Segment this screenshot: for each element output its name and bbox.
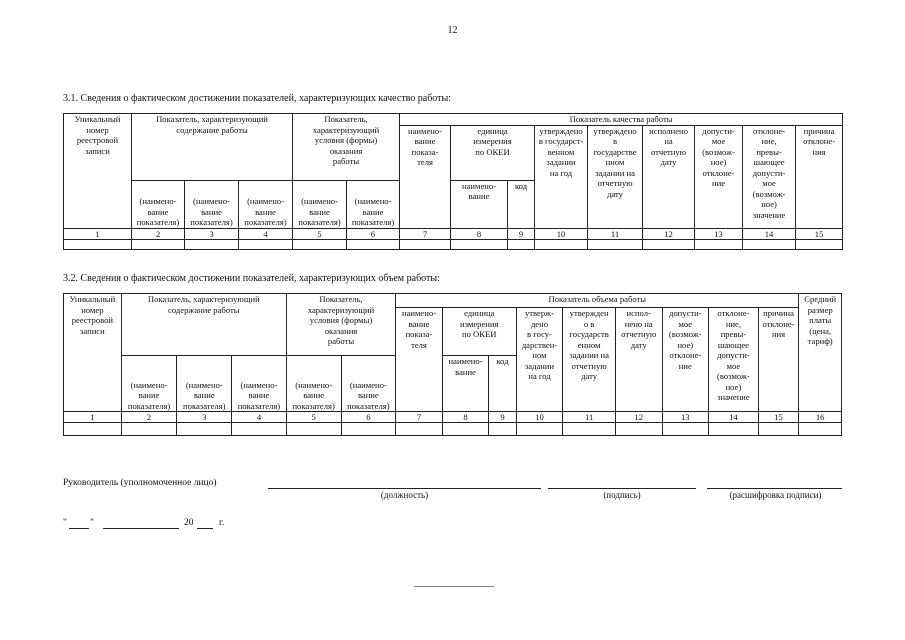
column-number: 14 xyxy=(743,228,796,239)
column-number: 13 xyxy=(662,412,709,423)
page-number: 12 xyxy=(447,25,458,36)
sub-indicator-name: (наимено- вание показателя) xyxy=(341,356,396,412)
table-row xyxy=(64,423,842,436)
column-number: 11 xyxy=(563,412,616,423)
header-done: исполнено на отчетную дату xyxy=(643,125,695,228)
table-row xyxy=(64,239,843,249)
header-average-price: Средний размер платы (цена, тариф) xyxy=(799,294,842,412)
sub-indicator-name: (наимено- вание показателя) xyxy=(132,180,185,228)
column-number: 7 xyxy=(396,412,443,423)
column-number: 5 xyxy=(286,412,341,423)
column-number: 12 xyxy=(615,412,662,423)
column-number: 16 xyxy=(799,412,842,423)
header-exceed-deviation: отклоне- ние, превы- шающее допусти- мое (возмож- ное) значение xyxy=(743,125,796,228)
column-number: 4 xyxy=(239,228,293,239)
header-unit-code: код xyxy=(508,180,535,228)
decode-caption: (расшифровка подписи) xyxy=(729,490,822,500)
column-number: 6 xyxy=(341,412,396,423)
header-deviation-reason: причина отклоне- ния xyxy=(758,308,799,412)
header-approved-year: утверж- дено в госу- дарствен- ном задании на год xyxy=(516,308,563,412)
column-number: 1 xyxy=(64,412,122,423)
header-approved-year: утверждено в государст- венном задании на год xyxy=(535,125,588,228)
sub-indicator-name: (наимено- вание показателя) xyxy=(239,180,293,228)
column-number: 6 xyxy=(347,228,400,239)
header-unique-number: Уникальный номер реестровой записи xyxy=(64,114,132,229)
sub-indicator-name: (наимено- вание показателя) xyxy=(177,356,232,412)
date-quote-close: " xyxy=(90,518,94,528)
date-quote-open: " xyxy=(63,518,67,528)
volume-table xyxy=(63,293,842,436)
header-deviation-reason: причина отклоне- ния xyxy=(796,125,843,228)
sub-indicator-name: (наимено- вание показателя) xyxy=(185,180,239,228)
column-number: 10 xyxy=(535,228,588,239)
column-number: 2 xyxy=(132,228,185,239)
sub-indicator-name: (наимено- вание показателя) xyxy=(347,180,400,228)
header-unit-code: код xyxy=(489,356,516,412)
column-number: 11 xyxy=(588,228,643,239)
column-number: 2 xyxy=(121,412,177,423)
column-number: 8 xyxy=(442,412,489,423)
signature-caption: (подпись) xyxy=(603,490,641,500)
column-number: 1 xyxy=(64,228,132,239)
sub-indicator-name: (наимено- вание показателя) xyxy=(286,356,341,412)
signature-line[interactable] xyxy=(548,488,696,489)
head-signature-label: Руководитель (уполномоченное лицо) xyxy=(63,478,217,488)
column-number: 15 xyxy=(796,228,843,239)
column-number: 13 xyxy=(695,228,743,239)
footnote-divider xyxy=(414,586,494,587)
header-content-indicator: Показатель, характеризующий содержание работы xyxy=(132,114,293,181)
column-number: 9 xyxy=(489,412,516,423)
header-volume-indicator: Показатель объема работы xyxy=(396,294,799,308)
section-2-title: 3.2. Сведения о фактическом достижении показателей, характеризующих объем работы: xyxy=(63,273,440,284)
column-number: 10 xyxy=(516,412,563,423)
column-number: 9 xyxy=(508,228,535,239)
sub-indicator-name: (наимено- вание показателя) xyxy=(232,356,287,412)
sub-indicator-name: (наимено- вание показателя) xyxy=(293,180,347,228)
date-month-line[interactable] xyxy=(103,528,179,529)
column-number: 5 xyxy=(293,228,347,239)
date-year-suffix: г. xyxy=(219,518,225,528)
header-indicator-name: наимено- вание показа- теля xyxy=(400,125,451,228)
column-number: 12 xyxy=(643,228,695,239)
header-unit: единица измерения по ОКЕИ xyxy=(451,125,535,180)
decode-line[interactable] xyxy=(707,488,842,489)
column-number: 3 xyxy=(177,412,232,423)
header-exceed-deviation: отклоне- ние, превы- шающее допусти- мое (возмож- ное) значение xyxy=(709,308,759,412)
date-year-line[interactable] xyxy=(197,528,213,529)
date-year-prefix: 20 xyxy=(184,518,194,528)
quality-table xyxy=(63,113,843,250)
column-number: 15 xyxy=(758,412,799,423)
header-indicator-name: наимено- вание показа- теля xyxy=(396,308,443,412)
header-quality-indicator: Показатель качества работы xyxy=(400,114,843,126)
header-unique-number: Уникальный номер реестровой записи xyxy=(64,294,122,412)
header-content-indicator: Показатель, характеризующий содержание работы xyxy=(121,294,286,356)
header-done: испол- нено на отчетную дату xyxy=(615,308,662,412)
header-conditions-indicator: Показатель, характеризующий условия (формы) оказания работы xyxy=(293,114,400,181)
header-approved-date: утверждено в государстве нном задании на отчетную дату xyxy=(588,125,643,228)
position-line[interactable] xyxy=(268,488,541,489)
header-unit-name: наимено- вание xyxy=(451,180,508,228)
column-number: 14 xyxy=(709,412,759,423)
header-allowed-deviation: допусти- мое (возмож- ное) отклоне- ние xyxy=(695,125,743,228)
position-caption: (должность) xyxy=(380,490,429,500)
header-unit-name: наимено- вание xyxy=(442,356,489,412)
column-number: 4 xyxy=(232,412,287,423)
column-number: 7 xyxy=(400,228,451,239)
column-number: 3 xyxy=(185,228,239,239)
sub-indicator-name: (наимено- вание показателя) xyxy=(121,356,177,412)
date-day-line[interactable] xyxy=(69,528,89,529)
header-conditions-indicator: Показатель, характеризующий условия (формы) оказания работы xyxy=(286,294,395,356)
section-1-title: 3.1. Сведения о фактическом достижении показателей, характеризующих качество работы: xyxy=(63,93,452,104)
column-number: 8 xyxy=(451,228,508,239)
header-unit: единица измерения по ОКЕИ xyxy=(442,308,516,356)
header-approved-date: утвержден о в государств енном задании на отчетную дату xyxy=(563,308,616,412)
header-allowed-deviation: допусти- мое (возмож- ное) отклоне- ние xyxy=(662,308,709,412)
